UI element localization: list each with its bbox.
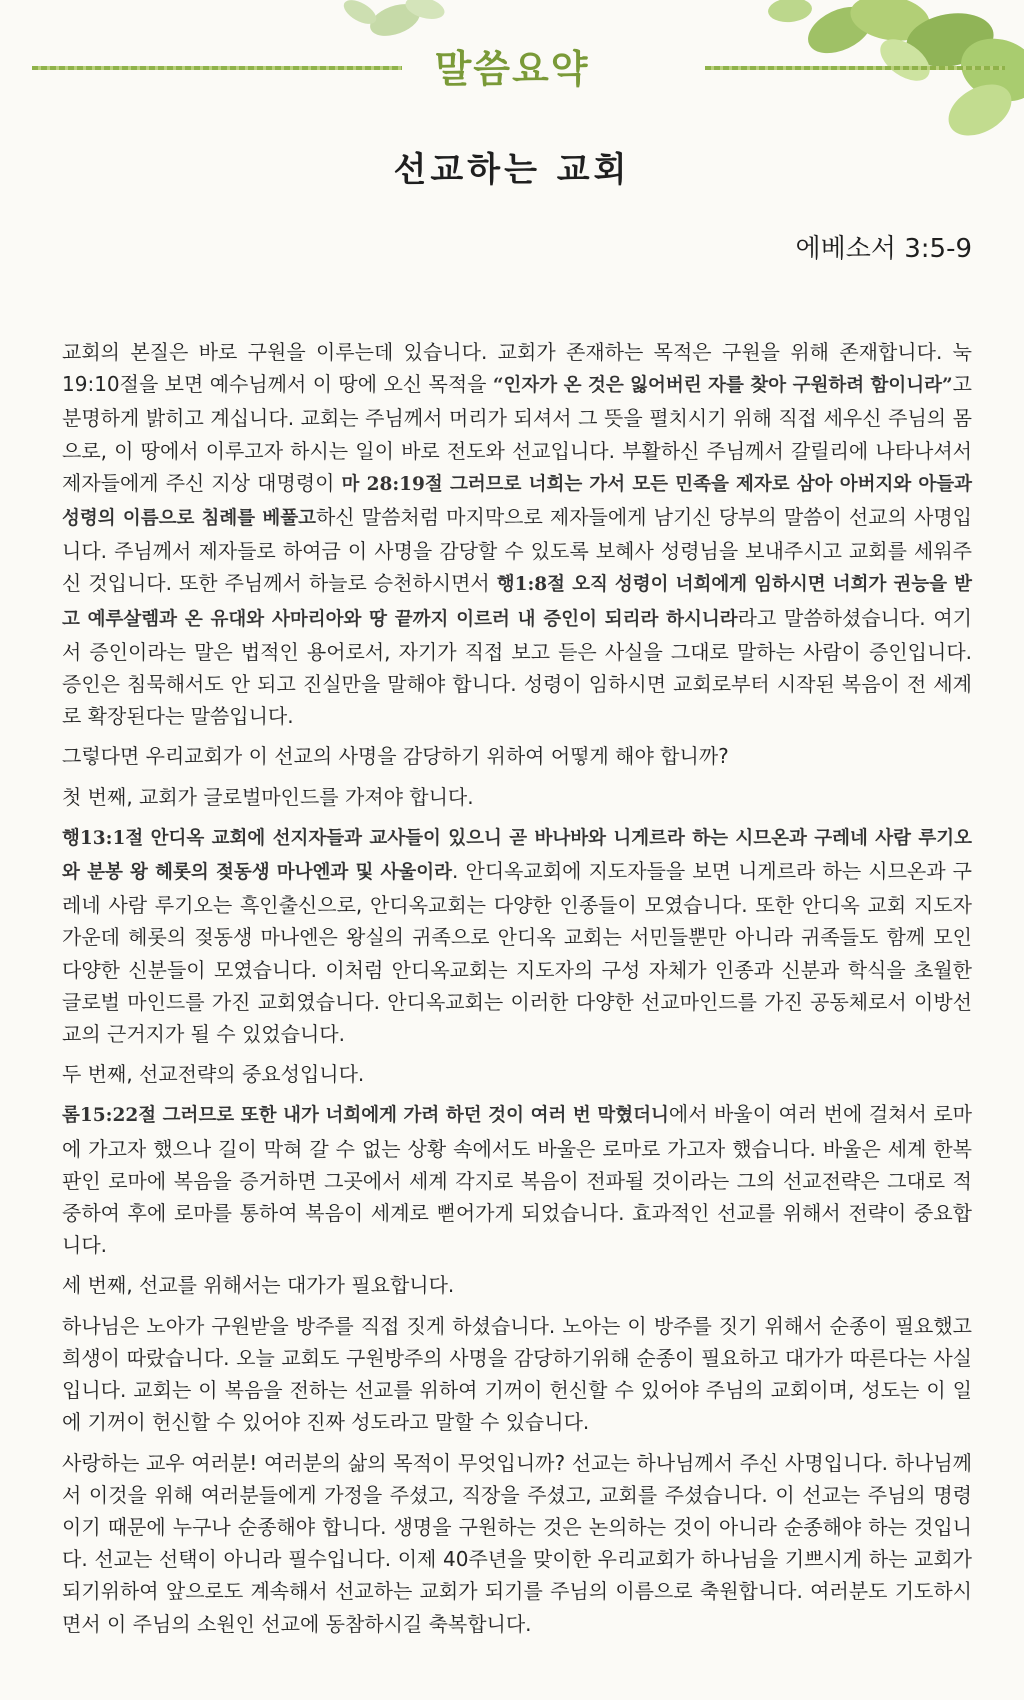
- scripture-quote: “인자가 온 것은 잃어버린 자를 찾아 구원하려 함이니라”: [492, 375, 953, 397]
- paragraph: [62, 821, 972, 1050]
- paragraph-text: 그렇다면 우리교회가 이 선교의 사명을 감당하기 위하여 어떻게 해야 합니까?: [62, 744, 729, 769]
- section-title: 말씀요약: [434, 47, 590, 91]
- sermon-body: [62, 336, 972, 1648]
- paragraph-text: . 안디옥교회에 지도자들을 보면 니게르라 하는 시므온과 구레네 사람 루기오는 흑인출신으로, 안디옥교회는 다양한 인종들이 모였습니다. 또한 안디옥 교회 지도자가운데 헤롯의 젖동생 마나엔은 왕실의 귀족으로 안디옥 교회는 서민들뿐만 아니라 귀족들도 함께 모인 다양한 신분들이 모였습니다. 이처럼 안디옥교회는 지도자의 구성 자체가 인종과 신분과 학식을 초월한 글로벌 마인드를 가진 교회였습니다. 안디옥교회는 이러한 다양한 선교마인드를 가진 공동체로서 이방선교의 근거지가 될 수 있었습니다.: [62, 859, 972, 1047]
- paragraph-text: 첫 번째, 교회가 글로벌마인드를 가져야 합니다.: [62, 784, 474, 809]
- paragraph: [62, 1447, 972, 1640]
- paragraph: [62, 740, 972, 772]
- scripture-quote: 행1:8절 오직 성령이 너희에게 임하시면 너희가 권능을 받고 예루살렘과 온 유대와 사마리아와 땅 끝까지 이르러 내 증인이 되리라 하시니라: [62, 574, 972, 630]
- paragraph-text: 하신 말씀처럼 마지막으로 제자들에게 남기신 당부의 말씀이 선교의 사명입니다. 주님께서 제자들로 하여금 이 사명을 감당할 수 있도록 보혜사 성령님을 보내주시고 교회를 세워주신 것입니다. 또한 주님께서 하늘로 승천하시면서: [62, 505, 972, 596]
- paragraph: [62, 1058, 972, 1090]
- paragraph-text: 교회의 본질은 바로 구원을 이루는데 있습니다. 교회가 존재하는 목적은 구원을 위해 존재합니다. 눅 19:10절을 보면 예수님께서 이 땅에 오신 목적을: [62, 340, 972, 397]
- paragraph-text: 사랑하는 교우 여러분! 여러분의 삶의 목적이 무엇입니까? 선교는 하나님께서 주신 사명입니다. 하나님께서 이것을 위해 여러분들에게 가정을 주셨고, 직장을 주셨고, 교회를 주셨습니다. 이 선교는 주님의 명령이기 때문에 누구나 순종해야 합니다. 생명을 구원하는 것은 논의하는 것이 아니라 순종해야 하는 것입니다. 선교는 선택이 아니라 필수입니다. 이제 40주년을 맞이한 우리교회가 하나님을 기쁘시게 하는 교회가 되기위하여 앞으로도 계속해서 선교하는 교회가 되기를 주님의 이름으로 축원합니다. 여러분도 기도하시면서 이 주님의 소원인 선교에 동참하시길 축복합니다.: [62, 1450, 972, 1636]
- paragraph-text: 하나님은 노아가 구원받을 방주를 직접 짓게 하셨습니다. 노아는 이 방주를 짓기 위해서 순종이 필요했고 희생이 따랐습니다. 오늘 교회도 구원방주의 사명을 감당하기위해 순종이 필요하고 대가가 따른다는 사실입니다. 교회는 이 복음을 전하는 선교를 위하여 기꺼이 헌신할 수 있어야 주님의 교회이며, 성도는 이 일에 기꺼이 헌신할 수 있어야 진짜 성도라고 말할 수 있습니다.: [62, 1313, 972, 1435]
- paragraph-text: 두 번째, 선교전략의 중요성입니다.: [62, 1062, 365, 1087]
- scripture-reference: 에베소서 3:5-9: [795, 234, 972, 264]
- paragraph-text: 에서 바울이 여러 번에 걸쳐서 로마에 가고자 했으나 길이 막혀 갈 수 없는 상황 속에서도 바울은 로마로 가고자 했습니다. 바울은 세계 한복판인 로마에 복음을 증거하면 그곳에서 세계 각지로 복음이 전파될 것이라는 그의 선교전략은 그대로 적중하여 후에 로마를 통하여 복음이 세계로 뻗어가게 되었습니다. 효과적인 선교를 위해서 전략이 중요합니다.: [62, 1102, 972, 1258]
- paragraph: [62, 1269, 972, 1301]
- paragraph-text: 라고 말씀하셨습니다. 여기서 증인이라는 말은 법적인 용어로서, 자기가 직접 보고 듣은 사실을 그대로 말하는 사람이 증인입니다. 증인은 침묵해서도 안 되고 진실만을 말해야 합니다. 성령이 임하시면 교회로부터 시작된 복음이 전 세계로 확장된다는 말씀입니다.: [62, 605, 973, 729]
- paragraph: [62, 336, 972, 732]
- scripture-quote: 롬15:22절 그러므로 또한 내가 너희에게 가려 하던 것이 여러 번 막혔더니: [62, 1105, 669, 1127]
- paragraph: [62, 781, 972, 813]
- paragraph-text: 고 분명하게 밝히고 계십니다. 교회는 주님께서 머리가 되셔서 그 뜻을 펼치시기 위해 직접 세우신 주님의 몸으로, 이 땅에서 이루고자 하시는 일이 바로 전도와 선교입니다. 부활하신 주님께서 갈릴리에 나타나셔서 제자들에게 주신 지상 대명령이: [62, 372, 972, 495]
- paragraph: [62, 1098, 972, 1261]
- sermon-title: 선교하는 교회: [393, 150, 631, 190]
- paragraph-text: 세 번째, 선교를 위해서는 대가가 필요합니다.: [62, 1273, 455, 1298]
- scripture-quote: 행13:1절 안디옥 교회에 선지자들과 교사들이 있으니 곧 바나바와 니게르라 하는 시므온과 구레네 사람 루기오와 분봉 왕 헤롯의 젖동생 마나엔과 및 사울이라: [62, 827, 972, 884]
- scripture-quote: 마 28:19절 그러므로 너희는 가서 모든 민족을 제자로 삼아 아버지와 아들과 성령의 이름으로 침례를 베풀고: [62, 473, 972, 530]
- paragraph: [62, 1310, 972, 1439]
